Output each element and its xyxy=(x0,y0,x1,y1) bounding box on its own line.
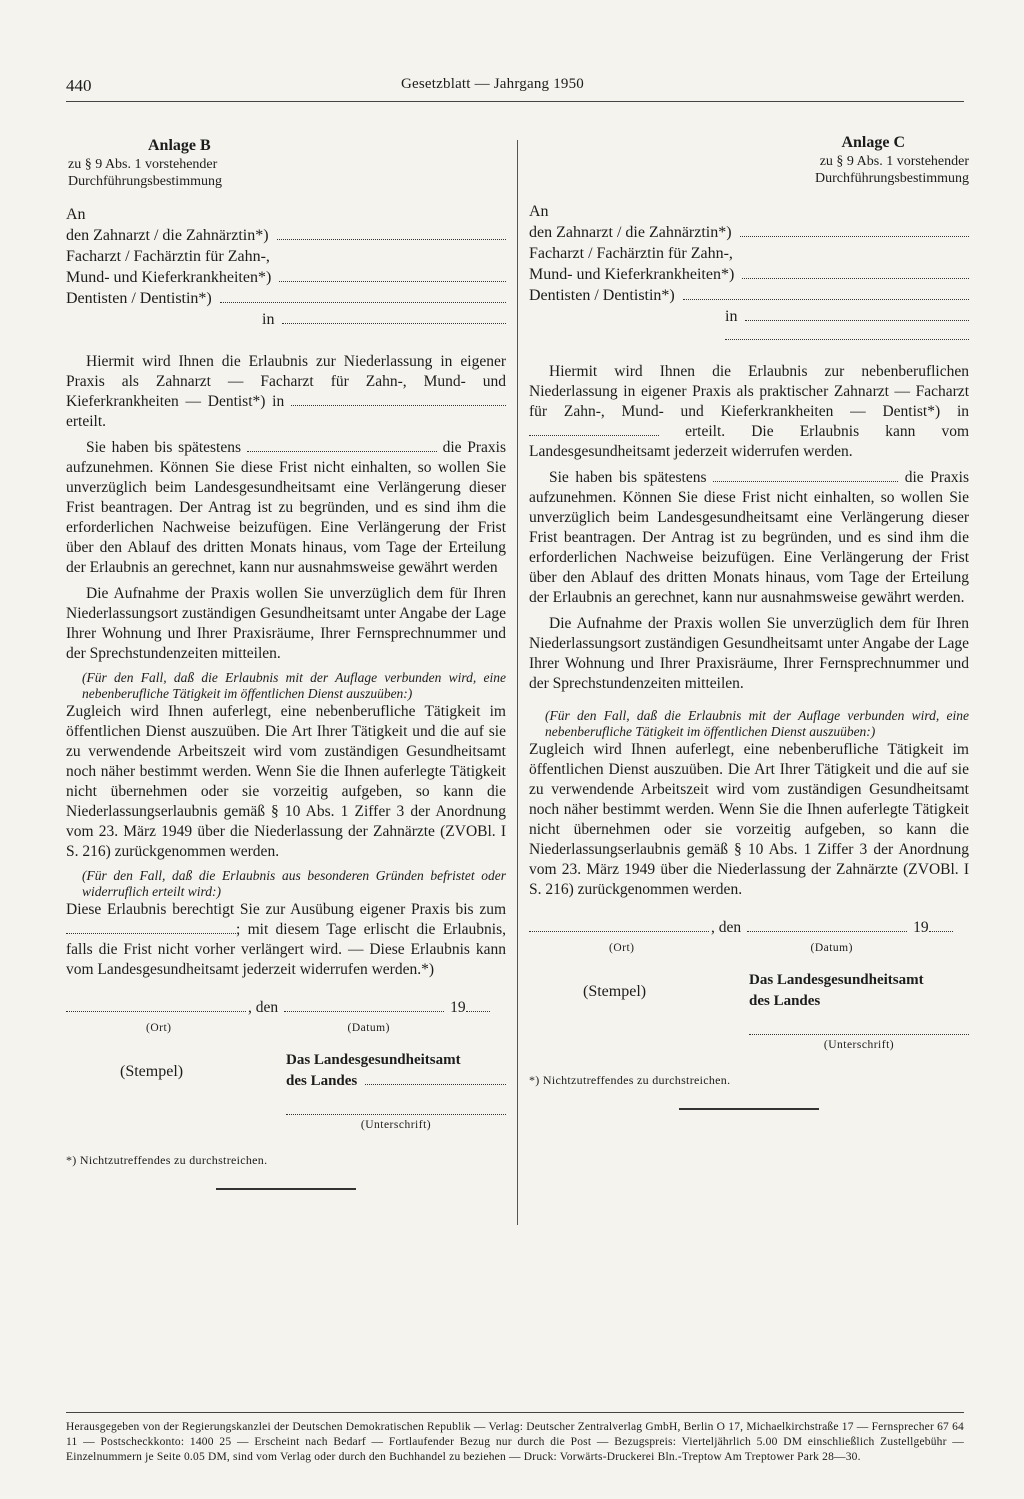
signature-blank xyxy=(286,1102,506,1115)
address-line-text: Dentisten / Dentistin*) xyxy=(66,290,212,307)
address-line-text: in xyxy=(262,311,275,328)
authority-land-line xyxy=(749,991,969,1012)
imprint: Herausgegeben von der Regierungskanzlei der Deutschen Demokratischen Republik — Verlag: Deutscher Zentralverlag GmbH, Berlin O 17, Michaelkirchstraße 17 — Fernsprecher 67 64 11 — Postscheckkonto: 1400 25 — Erscheint nach Bedarf — Fortlaufender Bezug nur durch die Post — Bezugspreis: Vierteljährlich 5.00 DM einschließlich Zustellgebühr — Einzelnummern je Seite 0.05 DM, sind vom Verlag oder durch den Buchhandel zu beziehen — Druck: Vorwärts-Druckerei Bln.-Treptow Am Treptower Park 28—30. xyxy=(66,1421,964,1463)
blank-line xyxy=(277,227,506,240)
address-line-text: Mund- und Kieferkrankheiten*) xyxy=(66,269,272,286)
paragraph xyxy=(66,352,506,432)
blank-line xyxy=(66,921,236,934)
address-line xyxy=(529,327,969,340)
anlage-b-reference-1: zu § 9 Abs. 1 vorstehender xyxy=(68,157,218,172)
authority-block xyxy=(246,1050,506,1136)
year-label: 19 xyxy=(450,999,466,1016)
stamp-block xyxy=(66,1050,506,1136)
blank-line xyxy=(365,1072,506,1085)
den-label: , den xyxy=(248,999,279,1016)
paragraph: Die Aufnahme der Praxis wollen Sie unverzüglich dem für Ihren Niederlassungsort zuständigen Gesundheitsamt unter Angabe der Lage Ihrer Wohnung und Ihrer Praxisräume, Ihrer Fernsprechnummer und der Sprechstundenzeiten mitteilen. xyxy=(529,615,969,692)
italic-note: (Für den Fall, daß die Erlaubnis mit der Auflage verbunden wird, eine nebenberufliche Tätigkeit im öffentlichen Dienst auszuüben:) xyxy=(545,708,969,739)
anlage-b-heading: Anlage B xyxy=(148,137,211,154)
paragraph-text: Sie haben bis spätestens xyxy=(549,469,707,486)
end-rule xyxy=(679,1108,819,1110)
address-line xyxy=(66,225,506,246)
blank-line xyxy=(742,266,969,279)
address-line-text: den Zahnarzt / die Zahnärztin*) xyxy=(529,224,732,241)
authority-name: Das Landesgesundheitsamt xyxy=(749,972,924,988)
year-label: 19 xyxy=(913,919,929,936)
date-blank xyxy=(284,999,444,1012)
stamp-label: (Stempel) xyxy=(583,983,647,1000)
address-an: An xyxy=(529,203,549,220)
address-line-text: Mund- und Kieferkrankheiten*) xyxy=(529,266,735,283)
address-line-text: Dentisten / Dentistin*) xyxy=(529,287,675,304)
blank-line xyxy=(713,469,898,482)
anlage-c-heading: Anlage C xyxy=(841,134,905,151)
authority-name: Das Landesgesundheitsamt xyxy=(286,1052,461,1068)
year-blank xyxy=(466,999,490,1012)
year-blank xyxy=(929,919,953,932)
paragraph-text: ; mit diesem Tage erlischt die Erlaubnis, falls die Frist nicht vorher verlängert wird. — Diese Erlaubnis kann vom Landesgesundheitsamt jederzeit widerrufen werden.*) xyxy=(66,921,506,978)
paragraph-text: erteilt. Die Erlaubnis kann vom Landesgesundheitsamt jederzeit widerrufen werden. xyxy=(529,423,970,460)
anlage-c-column xyxy=(529,133,969,1110)
address-line xyxy=(529,264,969,285)
address-line-text: Facharzt / Fachärztin für Zahn-, xyxy=(529,245,733,262)
paragraph-text: die Praxis aufzunehmen. Können Sie diese Frist nicht einhalten, so wollen Sie unverzüglich beim Landesgesundheitsamt eine Verlängerung dieser Frist beantragen. Der Antrag ist zu begründen, und es sind ihm die erforderlichen Nachweise beizufügen. Eine Verlängerung der Frist über den Ablauf des dritten Monats hinaus, vom Tage der Erteilung der Erlaubnis an gerechnet, kann nur ausnahmsweise gewährt werden xyxy=(66,439,507,576)
italic-note: (Für den Fall, daß die Erlaubnis aus besonderen Gründen befristet oder widerruflich erteilt wird:) xyxy=(82,868,506,899)
anlage-b-reference-2: Durchführungsbestimmung xyxy=(68,174,222,189)
place-blank xyxy=(529,919,709,932)
paragraph xyxy=(529,468,969,608)
paragraph-text: Diese Erlaubnis berechtigt Sie zur Ausübung eigener Praxis bis zum xyxy=(66,901,506,918)
footnote: *) Nichtzutreffendes zu durchstreichen. xyxy=(66,1153,268,1167)
paragraph: Zugleich wird Ihnen auferlegt, eine nebenberufliche Tätigkeit im öffentlichen Dienst auszuüben. Die Art Ihrer Tätigkeit und die auf sie zu verwendende Arbeitszeit wird vom zuständigen Gesundheitsamt noch näher bestimmt werden. Wenn Sie die Ihnen auferlegte Tätigkeit nicht übernehmen oder sie vorzeitig aufgeben, so kann die Niederlassungserlaubnis gemäß § 10 Abs. 1 Ziffer 3 der Anordnung vom 23. März 1949 über die Niederlassung der Zahnärzte (ZVOBl. I S. 216) zurückgenommen werden. xyxy=(529,741,969,898)
column-divider xyxy=(517,140,518,1225)
running-title: Gesetzblatt — Jahrgang 1950 xyxy=(401,76,584,92)
address-line xyxy=(66,309,506,330)
address-line xyxy=(529,285,969,306)
italic-note: (Für den Fall, daß die Erlaubnis mit der Auflage verbunden wird, eine nebenberufliche Tätigkeit im öffentlichen Dienst auszuüben:) xyxy=(82,670,506,701)
paragraph: Zugleich wird Ihnen auferlegt, eine nebenberufliche Tätigkeit im öffentlichen Dienst auszuüben. Die Art Ihrer Tätigkeit und die auf sie zu verwendende Arbeitszeit wird vom zuständigen Gesundheitsamt noch näher bestimmt werden. Wenn Sie die Ihnen auferlegte Tätigkeit nicht übernehmen oder sie vorzeitig aufgeben, so kann die Niederlassungserlaubnis gemäß § 10 Abs. 1 Ziffer 3 der Anordnung vom 23. März 1949 über die Niederlassung der Zahnärzte (ZVOBl. I S. 216) zurückgenommen werden. xyxy=(66,703,506,860)
den-label: , den xyxy=(711,919,742,936)
caption-row xyxy=(66,1018,506,1038)
paragraph: Die Aufnahme der Praxis wollen Sie unverzüglich dem für Ihren Niederlassungsort zuständigen Gesundheitsamt unter Angabe der Lage Ihrer Wohnung und Ihrer Praxisräume, Ihrer Fernsprechnummer und der Sprechstundenzeiten mitteilen. xyxy=(66,585,506,662)
caption-unterschrift: (Unterschrift) xyxy=(360,1119,432,1131)
anlage-c-address-block xyxy=(529,201,969,340)
address-line-text: Facharzt / Fachärztin für Zahn-, xyxy=(66,248,270,265)
anlage-b-column xyxy=(66,136,506,1190)
address-line-text: den Zahnarzt / die Zahnärztin*) xyxy=(66,227,269,244)
place-date-line xyxy=(529,918,969,938)
authority-land: des Landes xyxy=(286,1073,358,1089)
footnote: *) Nichtzutreffendes zu durchstreichen. xyxy=(529,1073,731,1087)
blank-line xyxy=(725,327,969,340)
blank-line xyxy=(683,287,969,300)
caption-datum: (Datum) xyxy=(810,942,853,954)
signature-blank xyxy=(749,1022,969,1035)
paragraph xyxy=(529,362,969,462)
anlage-c-reference-2: Durchführungsbestimmung xyxy=(815,171,969,186)
paragraph xyxy=(66,900,506,980)
blank-line xyxy=(291,393,506,406)
address-line xyxy=(529,243,969,264)
caption-ort: (Ort) xyxy=(609,942,635,954)
blank-line xyxy=(220,290,506,303)
caption-ort: (Ort) xyxy=(146,1022,172,1034)
stamp-block xyxy=(529,970,969,1056)
place-blank xyxy=(66,999,246,1012)
address-an: An xyxy=(66,206,86,223)
address-line xyxy=(66,288,506,309)
blank-line xyxy=(740,224,969,237)
paragraph-text: die Praxis aufzunehmen. Können Sie diese Frist nicht einhalten, so wollen Sie unverzüglich beim Landesgesundheitsamt eine Verlängerung dieser Frist beantragen. Der Antrag ist zu begründen, und es sind ihm die erforderlichen Nachweise beizufügen. Eine Verlängerung der Frist über den Ablauf des dritten Monats hinaus, vom Tage der Erteilung der Erlaubnis an gerechnet, kann nur ausnahmsweise gewährt werden. xyxy=(529,469,969,606)
address-line xyxy=(529,222,969,243)
blank-line xyxy=(745,308,969,321)
paragraph-text: Sie haben bis spätestens xyxy=(86,439,242,456)
address-line xyxy=(66,246,506,267)
page-number: 440 xyxy=(66,76,92,95)
address-line xyxy=(66,267,506,288)
paragraph-text: erteilt. xyxy=(66,413,107,430)
date-blank xyxy=(747,919,907,932)
header-rule xyxy=(66,101,964,102)
caption-row xyxy=(529,938,969,958)
paragraph-text: Hiermit wird Ihnen die Erlaubnis zur nebenberuflichen Niederlassung in eigener Praxis als praktischer Zahnarzt — Facharzt für Zahn-, Mund- und Kieferkrankheiten — Dentist*) in xyxy=(529,363,969,420)
end-rule xyxy=(216,1188,356,1190)
caption-datum: (Datum) xyxy=(347,1022,390,1034)
stamp-label: (Stempel) xyxy=(120,1063,184,1080)
blank-line xyxy=(529,423,659,436)
authority-land-line xyxy=(286,1071,506,1092)
address-line-text: in xyxy=(725,308,738,325)
anlage-b-address-block xyxy=(66,204,506,330)
address-line xyxy=(529,306,969,327)
blank-line xyxy=(279,269,506,282)
paragraph xyxy=(66,438,506,578)
anlage-c-reference-1: zu § 9 Abs. 1 vorstehender xyxy=(819,154,969,169)
place-date-line xyxy=(66,998,506,1018)
blank-line xyxy=(282,311,506,324)
paragraph-text: Hiermit wird Ihnen die Erlaubnis zur Niederlassung in eigener Praxis als Zahnarzt — Facharzt für Zahn-, Mund- und Kieferkrankheiten — Dentist*) in xyxy=(66,353,506,410)
authority-block xyxy=(709,970,969,1056)
blank-line xyxy=(247,439,437,452)
caption-unterschrift: (Unterschrift) xyxy=(823,1039,895,1051)
authority-land: des Landes xyxy=(749,993,821,1009)
imprint-rule xyxy=(66,1412,964,1413)
